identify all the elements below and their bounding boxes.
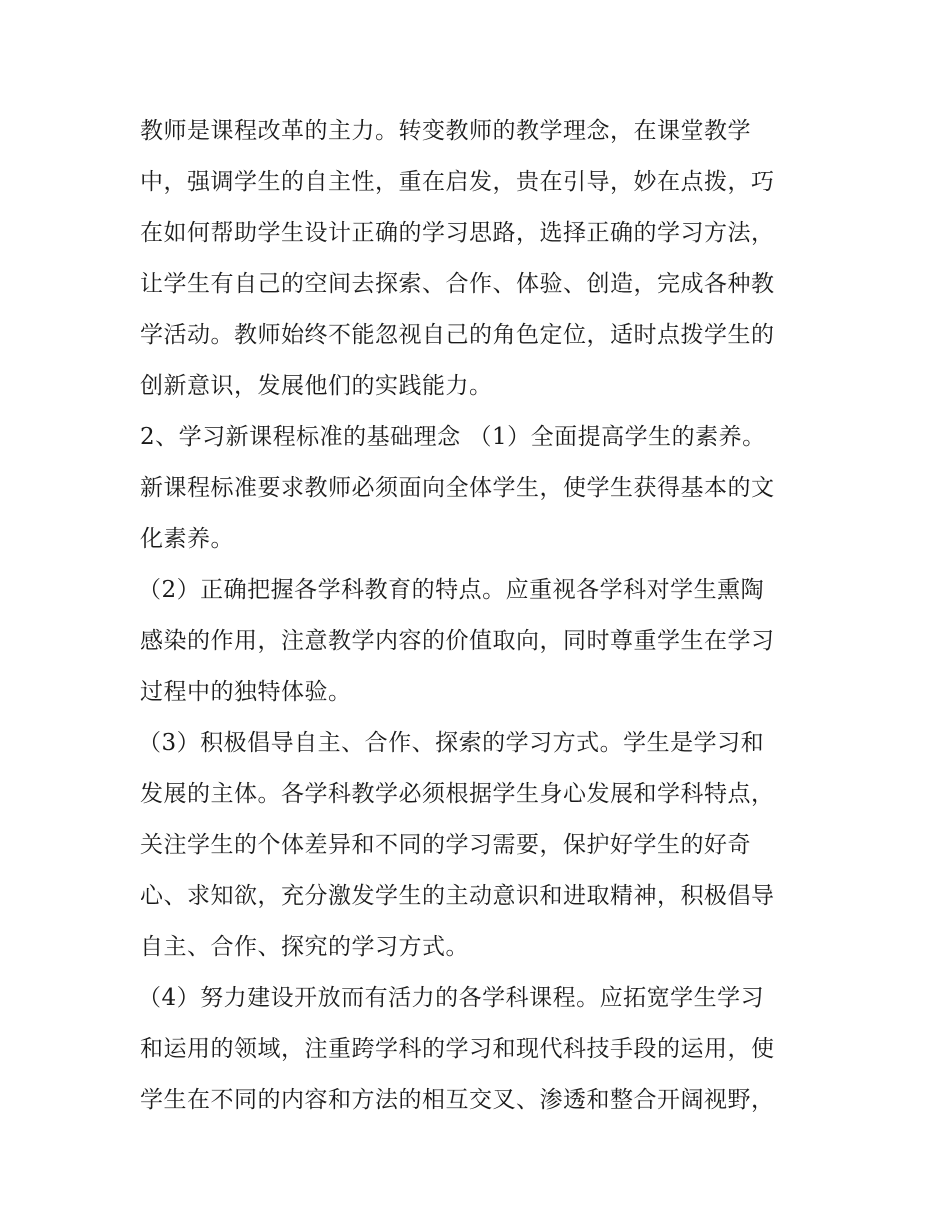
- text-line: 中，强调学生的自主性，重在启发，贵在引导，妙在点拨，巧: [140, 169, 775, 195]
- text-line: 教师是课程改革的主力。转变教师的教学理念，在课堂教学: [140, 118, 751, 144]
- numbered-point-2: （2）正确把握各学科教育的特点。应重视各学科对学生熏陶: [138, 577, 765, 603]
- numbered-point-4: （4）努力建设开放而有活力的各学科课程。应拓宽学生学习: [138, 985, 765, 1011]
- text-line: 在如何帮助学生设计正确的学习思路，选择正确的学习方法，: [140, 220, 775, 246]
- text-line: 关注学生的个体差异和不同的学习需要，保护好学生的好奇: [140, 832, 751, 858]
- text-line: 学生在不同的内容和方法的相互交叉、渗透和整合开阔视野，: [140, 1087, 775, 1113]
- section-heading: 2、学习新课程标准的基础理念 （1）全面提高学生的素养。: [140, 424, 766, 450]
- text-line: 过程中的独特体验。: [140, 679, 352, 705]
- text-line: 自主、合作、探究的学习方式。: [140, 934, 469, 960]
- text-line: 发展的主体。各学科教学必须根据学生身心发展和学科特点，: [140, 781, 775, 807]
- text-line: 化素养。: [140, 526, 234, 552]
- text-line: 学活动。教师始终不能忽视自己的角色定位，适时点拨学生的: [140, 322, 775, 348]
- text-line: 感染的作用，注意教学内容的价值取向，同时尊重学生在学习: [140, 628, 775, 654]
- document-body: [140, 112, 820, 1132]
- text-line: 创新意识，发展他们的实践能力。: [140, 373, 493, 399]
- text-line: 心、求知欲，充分激发学生的主动意识和进取精神，积极倡导: [140, 883, 775, 909]
- text-line: 新课程标准要求教师必须面向全体学生，使学生获得基本的文: [140, 475, 775, 501]
- text-line: 和运用的领域，注重跨学科的学习和现代科技手段的运用，使: [140, 1036, 775, 1062]
- text-line: 让学生有自己的空间去探索、合作、体验、创造，完成各种教: [140, 271, 775, 297]
- numbered-point-3: （3）积极倡导自主、合作、探索的学习方式。学生是学习和: [138, 730, 765, 756]
